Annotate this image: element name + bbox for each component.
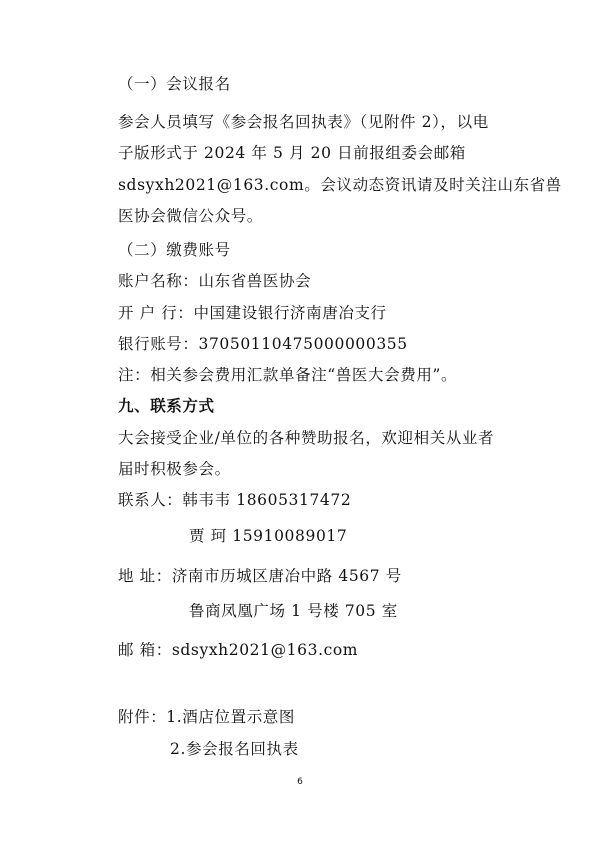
payment-heading: （二）缴费账号: [118, 241, 231, 259]
contact-person-2: 贾 珂 15910089017: [189, 527, 348, 545]
attachment-2: 2.参会报名回执表: [170, 740, 299, 758]
account-name: 账户名称：山东省兽医协会: [118, 272, 312, 290]
contact-intro-1: 大会接受企业/单位的各种赞助报名，欢迎相关从业者: [118, 429, 495, 447]
registration-line-4: 医协会微信公众号。: [118, 207, 263, 225]
bank-name: 开 户 行：中国建设银行济南唐冶支行: [118, 304, 387, 322]
contact-address-2: 鲁商凤凰广场 1 号楼 705 室: [189, 602, 398, 620]
contact-heading: 九、联系方式: [118, 397, 215, 415]
registration-line-1: 参会人员填写《参会报名回执表》（见附件 2），以电: [118, 113, 489, 131]
attachment-1: 附件：1.酒店位置示意图: [118, 708, 295, 726]
registration-heading: （一）会议报名: [118, 75, 231, 93]
contact-address-1: 地 址：济南市历城区唐冶中路 4567 号: [118, 567, 402, 585]
page-number: 6: [297, 777, 303, 787]
contact-person-1: 联系人：韩韦韦 18605317472: [118, 491, 352, 509]
account-number: 银行账号：37050110475000000355: [118, 335, 408, 353]
payment-note: 注：相关参会费用汇款单备注“兽医大会费用”。: [118, 366, 458, 384]
contact-intro-2: 届时积极参会。: [118, 460, 231, 478]
registration-line-3: sdsyxh2021@163.com。会议动态资讯请及时关注山东省兽: [118, 176, 562, 194]
contact-email: 邮 箱：sdsyxh2021@163.com: [118, 641, 359, 659]
registration-line-2: 子版形式于 2024 年 5 月 20 日前报组委会邮箱: [118, 144, 466, 162]
